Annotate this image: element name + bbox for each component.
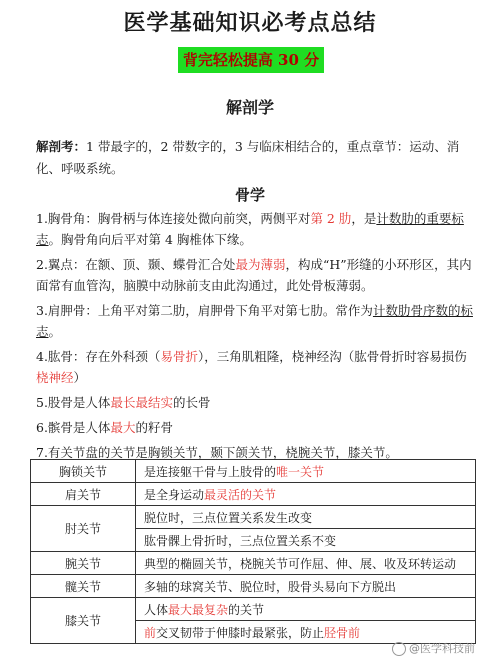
desc-highlight: 最灵活的关节 xyxy=(204,487,277,502)
table-row xyxy=(31,483,476,506)
item-text: ，构成“H”形缝的小环形区，其内面常有血管沟，脑膜中动脉前支由此沟通过，此处骨板薄弱。 xyxy=(36,257,472,293)
watermark-icon xyxy=(392,642,406,656)
table-row xyxy=(31,460,476,483)
joint-desc-cell: 多轴的球窝关节、脱位时，股骨头易向下方脱出 xyxy=(136,575,476,598)
desc-text: 的关节 xyxy=(228,602,265,617)
desc-text: 是连接躯干骨与上肢骨的 xyxy=(144,464,277,479)
section-heading: 解剖学 xyxy=(225,98,274,117)
joint-name-cell: 胸锁关节 xyxy=(31,460,136,483)
joint-name-cell: 髋关节 xyxy=(31,575,136,598)
item-text: 5.股骨是人体 xyxy=(36,395,111,410)
bone-list xyxy=(36,208,476,467)
item-underline: 计数肋骨序数的标志 xyxy=(36,303,473,339)
list-item xyxy=(36,392,476,413)
desc-highlight: 最大最复杂 xyxy=(168,602,229,617)
item-highlight: 第 2 肋 xyxy=(310,211,352,226)
item-text: 3.肩胛骨：上角平对第二肋，肩胛骨下角平对第七肋。常作为 xyxy=(36,303,373,318)
subsection-heading: 骨学 xyxy=(234,186,265,204)
item-text: ，是 xyxy=(351,211,377,226)
item-text: 的长骨 xyxy=(172,395,211,410)
joint-desc-cell xyxy=(136,598,476,621)
list-item xyxy=(36,417,476,438)
table-row xyxy=(31,506,476,529)
joint-desc-cell: 肱骨髁上骨折时，三点位置关系不变 xyxy=(136,529,476,552)
table-row xyxy=(31,552,476,575)
item-text: 2.翼点：在额、顶、颞、蝶骨汇合处 xyxy=(36,257,236,272)
desc-highlight: 前 xyxy=(144,625,157,640)
item-underline: 计数肋的重要标志 xyxy=(36,211,464,247)
joint-desc-cell: 典型的椭圆关节，桡腕关节可作屈、伸、展、收及环转运动 xyxy=(136,552,476,575)
desc-text: 交叉韧带于伸膝时最紧张，防止 xyxy=(156,625,325,640)
watermark xyxy=(392,640,475,656)
item-highlight: 最长最结实 xyxy=(110,395,173,410)
item-text: 。胸骨角向后平对第 4 胸椎体下缘。 xyxy=(48,232,252,247)
list-item xyxy=(36,346,476,388)
joint-name-cell: 膝关节 xyxy=(31,598,136,644)
intro-label: 解剖考： xyxy=(36,139,87,154)
joint-desc-cell xyxy=(136,460,476,483)
joint-table xyxy=(30,459,476,644)
joint-desc-cell xyxy=(136,483,476,506)
highlight-banner: 背完轻松提高 30 分 xyxy=(178,47,324,73)
joint-name-cell: 肩关节 xyxy=(31,483,136,506)
table-row xyxy=(31,575,476,598)
page-title: 医学基础知识必考点总结 xyxy=(123,10,377,36)
item-highlight: 桡神经 xyxy=(36,370,74,385)
item-text: 1.胸骨角：胸骨柄与体连接处微向前突，两侧平对 xyxy=(36,211,311,226)
desc-text: 人体 xyxy=(144,602,169,617)
intro-paragraph xyxy=(36,136,476,180)
item-highlight: 最为薄弱 xyxy=(235,257,286,272)
item-text: 6.髌骨是人体 xyxy=(36,420,111,435)
list-item xyxy=(36,254,476,296)
item-text: 。 xyxy=(48,324,62,339)
list-item xyxy=(36,208,476,250)
table-row xyxy=(31,598,476,621)
item-highlight: 最大 xyxy=(110,420,136,435)
item-text: ），三角肌粗隆，桡神经沟（肱骨骨折时容易损伤 xyxy=(197,349,467,364)
joint-name-cell: 肘关节 xyxy=(31,506,136,552)
desc-highlight: 胫骨前 xyxy=(324,625,361,640)
item-text: 4.肱骨：存在外科颈（ xyxy=(36,349,161,364)
item-text: 的籽骨 xyxy=(135,420,173,435)
item-text: 7.有关节盘的关节是胸锁关节，颞下颌关节，桡腕关节，膝关节。 xyxy=(36,445,398,460)
desc-text: 是全身运动 xyxy=(144,487,205,502)
watermark-text: @医学科技前 xyxy=(409,642,475,655)
desc-highlight: 唯一关节 xyxy=(276,464,325,479)
item-text: ） xyxy=(73,370,87,385)
intro-text: 1 带最字的，2 带数字的，3 与临床相结合的，重点章节：运动、消化、呼吸系统。 xyxy=(36,139,460,176)
joint-desc-cell: 脱位时，三点位置关系发生改变 xyxy=(136,506,476,529)
list-item xyxy=(36,300,476,342)
item-highlight: 易骨折 xyxy=(160,349,198,364)
joint-name-cell: 腕关节 xyxy=(31,552,136,575)
